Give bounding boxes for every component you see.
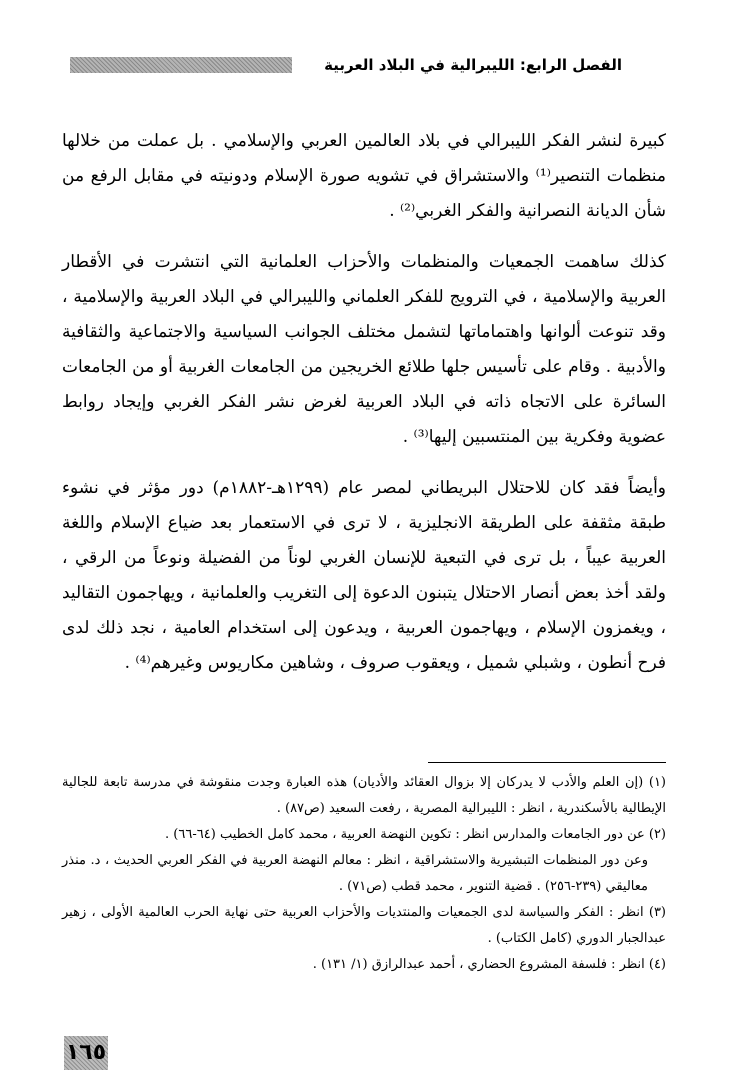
body-text xyxy=(62,124,666,697)
footnote-3: (٣) انظر : الفكر والسياسة لدى الجمعيات والمنتديات والأحزاب العربية حتى نهاية الحرب العالمية الأولى ، زهير عبدالجبار الدوري (كامل الكتاب) . xyxy=(62,905,666,946)
paragraph-2: كذلك ساهمت الجمعيات والمنظمات والأحزاب العلمانية التي انتشرت في الأقطار العربية والإسلامية ، في الترويج للفكر العلماني والليبرالي في البلاد العربية والإسلامية ، وقد تنوعت ألوانها واهتماماتها لتشمل مختلف الجوانب السياسية والاجتماعية والثقافية والأدبية . وقام على تأسيس جلها طلائع الخريجين من الجامعات الغربية أو من الجامعات السائرة على الاتجاه ذاته في البلاد العربية لغرض نشر الفكر الغربي وإيجاد روابط عضوية وفكرية بين المنتسبين إليها⁽³⁾ . xyxy=(62,252,666,447)
footnote-4: (٤) انظر : فلسفة المشروع الحضاري ، أحمد عبدالرازق (١/ ١٣١) . xyxy=(312,957,666,972)
paragraph-1: كبيرة لنشر الفكر الليبرالي في بلاد العالمين العربي والإسلامي . بل عملت من خلالها منظمات التنصير⁽¹⁾ والاستشراق في تشويه صورة الإسلام ودونيته في مقابل الرفع من شأن الديانة النصرانية والفكر الغربي⁽²⁾ . xyxy=(62,131,667,221)
footnote-1: (١) (إن العلم والأدب لا يدركان إلا بزوال العقائد والأديان) هذه العبارة وجدت منقوشة في مدرسة تابعة للجالية الإيطالية بالأسكندرية ، انظر : الليبرالية المصرية ، رفعت السعيد (ص٨٧) . xyxy=(62,775,666,816)
chapter-title: الفصل الرابع: الليبرالية في البلاد العربية xyxy=(324,56,622,74)
footnote-2-continued: وعن دور المنظمات التبشيرية والاستشراقية ، انظر : معالم النهضة العربية في الفكر العربي الحديث ، د. منذر معاليقي (٢٣٩-٢٥٦) . قضية التنوير ، محمد قطب (ص٧١) . xyxy=(62,853,648,894)
footnotes xyxy=(62,770,666,978)
footnote-separator xyxy=(428,762,666,763)
footnote-2: (٢) عن دور الجامعات والمدارس انظر : تكوين النهضة العربية ، محمد كامل الخطيب (٦٤-٦٦) . xyxy=(165,827,666,842)
header-decorative-bar xyxy=(70,57,292,73)
running-header xyxy=(70,54,622,76)
page-number: ١٦٥ xyxy=(64,1036,108,1070)
paragraph-3: وأيضاً فقد كان للاحتلال البريطاني لمصر عام (١٢٩٩هـ-١٨٨٢م) دور مؤثر في نشوء طبقة مثقفة على الطريقة الانجليزية ، لا ترى في الاستعمار بعد ضياع الإسلام واللغة العربية عيباً ، بل ترى في التبعية للإنسان الغربي لوناً من الفضيلة ونوعاً من الرقي ، ولقد أخذ بعض أنصار الاحتلال يتبنون الدعوة إلى التغريب والعلمانية ، ويهاجمون التقاليد ، ويغمزون الإسلام ، ويهاجمون العربية ، ويدعون إلى استخدام العامية ، نجد ذلك لدى فرح أنطون ، وشبلي شميل ، ويعقوب صروف ، وشاهين مكاريوس وغيرهم⁽⁴⁾ . xyxy=(62,478,667,673)
